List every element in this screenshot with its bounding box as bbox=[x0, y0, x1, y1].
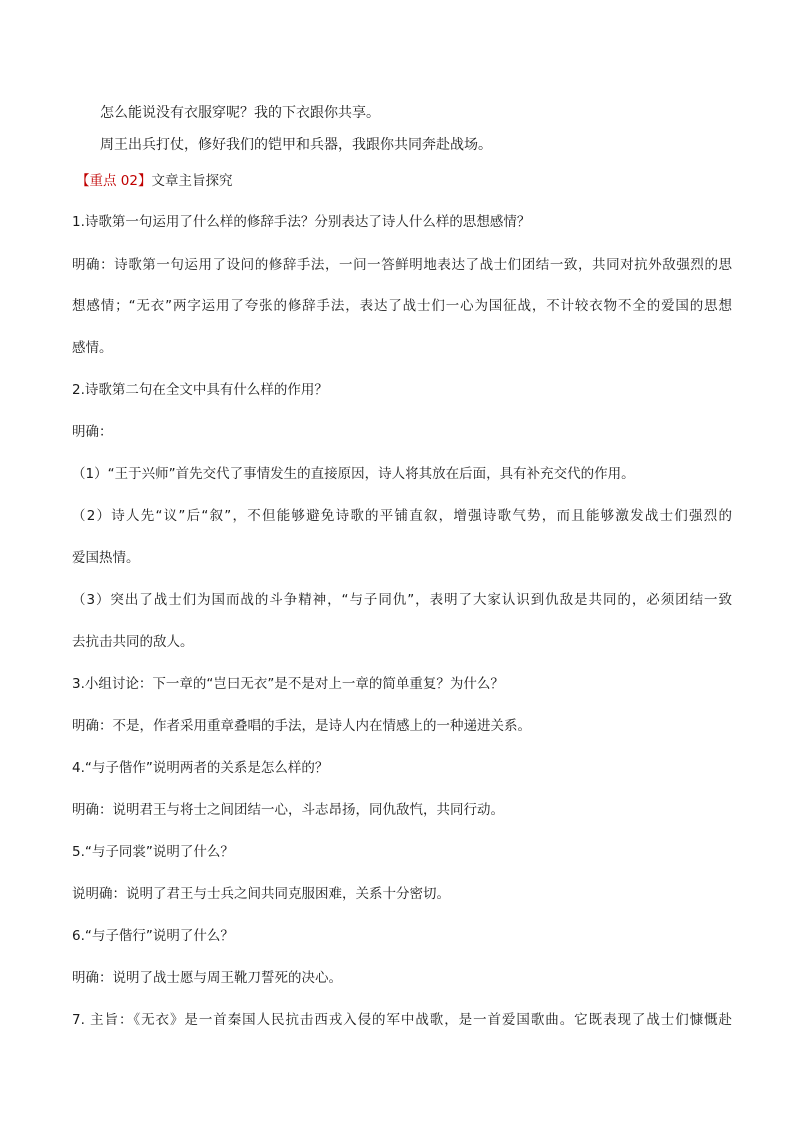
question-4: 4.“与子偕作”说明两者的关系是怎么样的？ bbox=[72, 760, 329, 776]
question-6: 6.“与子偕行”说明了什么？ bbox=[72, 928, 234, 944]
answer-6: 明确：说明了战士愿与周王靴刀誓死的决心。 bbox=[72, 970, 342, 986]
question-2: 2.诗歌第二句在全文中具有什么样的作用？ bbox=[72, 382, 328, 398]
summary-line: 7. 主旨：《无衣》是一首秦国人民抗击西戎入侵的军中战歌，是一首爱国歌曲。它既表现了战士们慷慨赴 bbox=[72, 1012, 732, 1028]
answer-2-point-2-line-1: （2）诗人先“议”后“叙”，不但能够避免诗歌的平铺直叙，增强诗歌气势，而且能够激发战士们强烈的 bbox=[72, 508, 732, 524]
translation-line-1: 怎么能说没有衣服穿呢？我的下衣跟你共享。 bbox=[100, 105, 380, 121]
answer-3: 明确：不是，作者采用重章叠唱的手法，是诗人内在情感上的一种递进关系。 bbox=[72, 718, 531, 734]
answer-4: 明确：说明君王与将士之间团结一心，斗志昂扬，同仇敌忾，共同行动。 bbox=[72, 802, 504, 818]
question-3: 3.小组讨论：下一章的“岂曰无衣”是不是对上一章的简单重复？为什么？ bbox=[72, 676, 504, 692]
section-tag: 【重点 02】 bbox=[76, 173, 152, 189]
question-5: 5.“与子同裳”说明了什么？ bbox=[72, 844, 234, 860]
answer-1-line-2: 想感情；“无衣”两字运用了夸张的修辞手法，表达了战士们一心为国征战，不计较衣物不全的爱国的思想 bbox=[72, 298, 732, 314]
answer-1-line-3: 感情。 bbox=[72, 340, 113, 356]
answer-2-point-3-line-2: 去抗击共同的敌人。 bbox=[72, 634, 194, 650]
answer-2-point-1: （1）“王于兴师”首先交代了事情发生的直接原因，诗人将其放在后面，具有补充交代的作用。 bbox=[72, 466, 635, 482]
section-title: 文章主旨探究 bbox=[151, 173, 233, 189]
question-1: 1.诗歌第一句运用了什么样的修辞手法？分别表达了诗人什么样的思想感情？ bbox=[72, 214, 531, 230]
answer-2-point-2-line-2: 爱国热情。 bbox=[72, 550, 140, 566]
translation-line-2: 周王出兵打仗，修好我们的铠甲和兵器，我跟你共同奔赴战场。 bbox=[100, 137, 492, 153]
section-heading bbox=[76, 172, 736, 190]
answer-2-intro: 明确： bbox=[72, 424, 113, 440]
answer-5: 说明确：说明了君王与士兵之间共同克服困难，关系十分密切。 bbox=[72, 886, 450, 902]
answer-1-line-1: 明确：诗歌第一句运用了设问的修辞手法，一问一答鲜明地表达了战士们团结一致，共同对抗外敌强烈的思 bbox=[72, 257, 732, 273]
answer-2-point-3-line-1: （3）突出了战士们为国而战的斗争精神，“与子同仇”，表明了大家认识到仇敌是共同的，必须团结一致 bbox=[72, 592, 732, 608]
